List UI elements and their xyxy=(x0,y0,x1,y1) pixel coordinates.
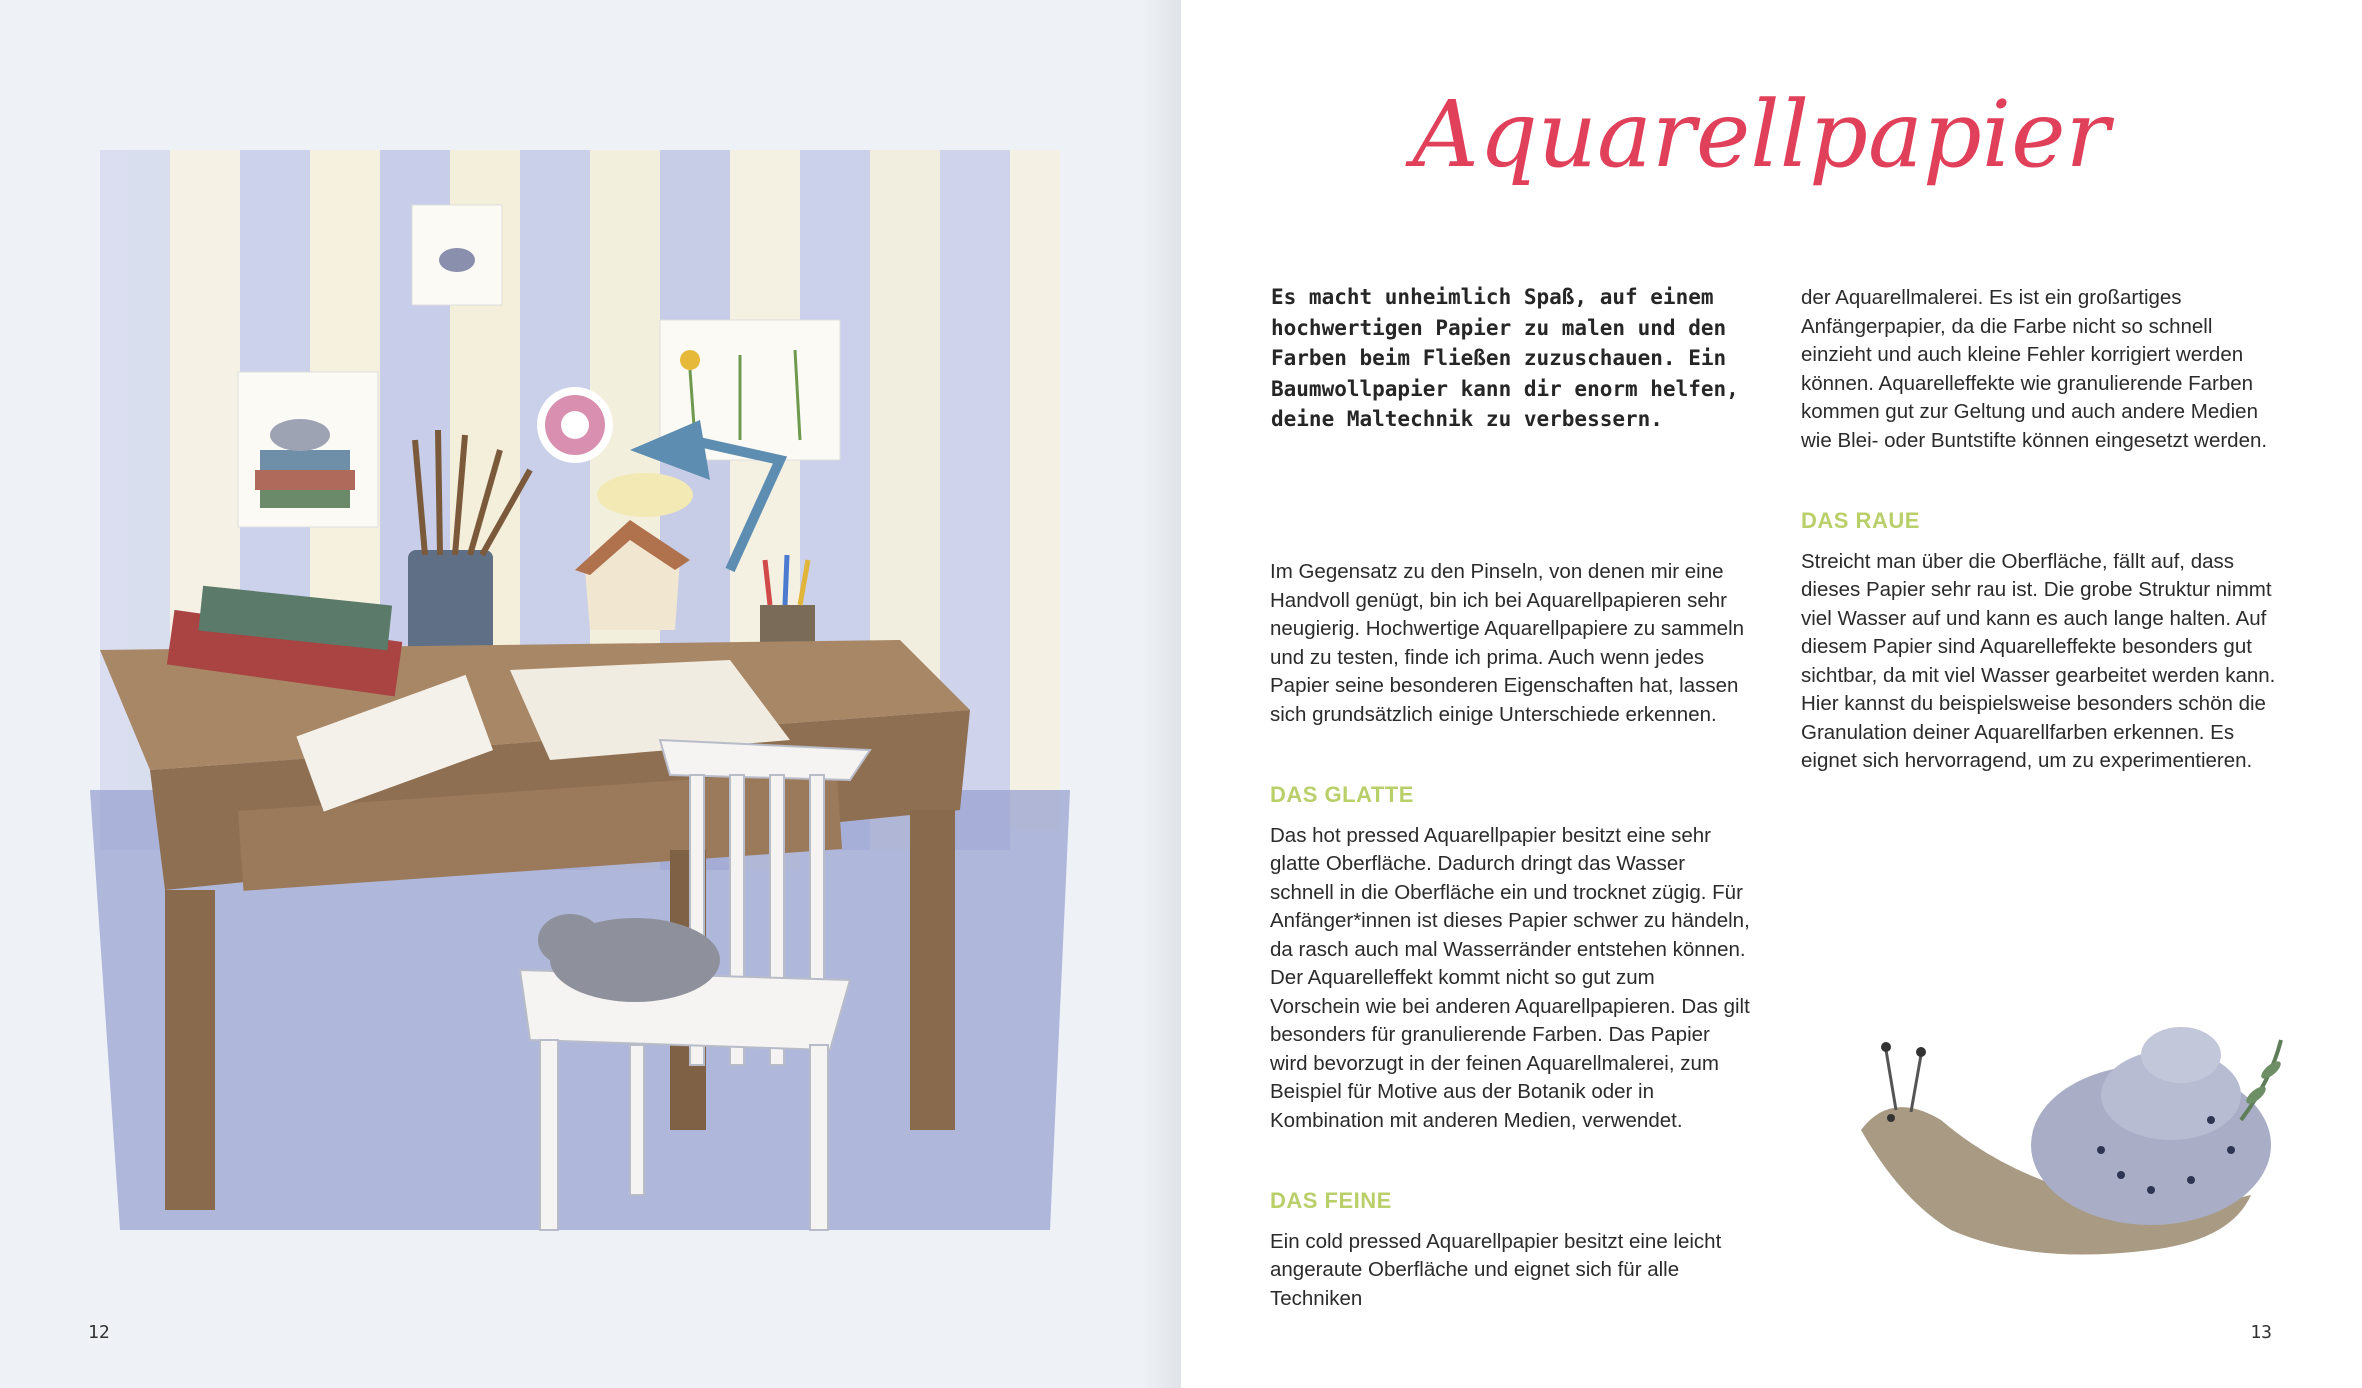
desk-watercolor-illustration xyxy=(90,150,1070,1230)
section-text-glatte: Das hot pressed Aquarellpapier besitzt eine sehr glatte Oberfläche. Dadurch dringt das Wasser schnell in die Oberfläche ein und trocknet zügig. Für Anfänger*innen ist dieses Papier schwer zu händeln, da rasch auch mal Wasserränder entstehen können. Der Aquarelleffekt kommt nicht so gut zum Vorschein wie bei anderen Aquarellpapieren. Das gilt besonders für granulierende Farben. Das Papier wird bevorzugt in der feinen Aquarellmalerei, zum Beispiel für Motive aus der Botanik oder in Kombination mit anderen Medien, verwendet. xyxy=(1270,823,1750,1132)
section-text-feine: Ein cold pressed Aquarellpapier besitzt eine leicht angeraute Oberfläche und eignet sich für alle Techniken xyxy=(1270,1229,1722,1310)
page-title-text: Aquarellpapier xyxy=(1412,81,2110,188)
page-number-left: 12 xyxy=(88,1322,110,1343)
snail-illustration xyxy=(1851,1000,2291,1280)
body-intro-paragraph: Im Gegensatz zu den Pinseln, von denen mir eine Handvoll genügt, bin ich bei Aquarellpapieren sehr neugierig. Hochwertige Aquarellpapiere zu sammeln und zu testen, finde ich prima. Auch wenn jedes Papier seine besonderen Eigenschaften hat, lassen sich grundsätzlich einige Unterschiede erkennen. xyxy=(1270,560,1745,726)
intro-paragraph: Es macht unheimlich Spaß, auf einem hochwertigen Papier zu malen und den Farben beim Fließen zuzuschauen. Ein Baumwollpapier kann dir enorm helfen, deine Maltechnik zu verbessern. xyxy=(1271,285,1739,431)
section-text-raue: Streicht man über die Oberfläche, fällt auf, dass dieses Papier sehr rau ist. Die grobe Struktur nimmt viel Wasser auf und kann es auch lange halten. Auf diesem Papier sind Aquarelleffekte besonders gut sichtbar, da mit viel Wasser gearbeitet werden kann. Hier kannst du beispielsweise besonders schön die Granulation deiner Aquarellfarben erkennen. Es eignet sich hervorragend, um zu experimentieren. xyxy=(1801,549,2276,772)
section-heading-raue: DAS RAUE xyxy=(1801,508,1920,533)
right-page xyxy=(1181,0,2362,1388)
section-text-feine-continued: der Aquarellmalerei. Es ist ein großartiges Anfängerpapier, da die Farbe nicht so schnell einzieht und auch kleine Fehler korrigiert werden können. Aquarelleffekte wie granulierende Farben kommen gut zur Geltung und auch andere Medien wie Blei- oder Buntstifte können eingesetzt werden. xyxy=(1801,286,2268,452)
text-column-left xyxy=(1270,558,1750,1313)
page-number-right: 13 xyxy=(2250,1322,2272,1343)
section-heading-feine: DAS FEINE xyxy=(1270,1188,1392,1213)
page-title xyxy=(1412,78,2110,198)
text-column-right xyxy=(1801,284,2281,776)
section-heading-glatte: DAS GLATTE xyxy=(1270,782,1414,807)
